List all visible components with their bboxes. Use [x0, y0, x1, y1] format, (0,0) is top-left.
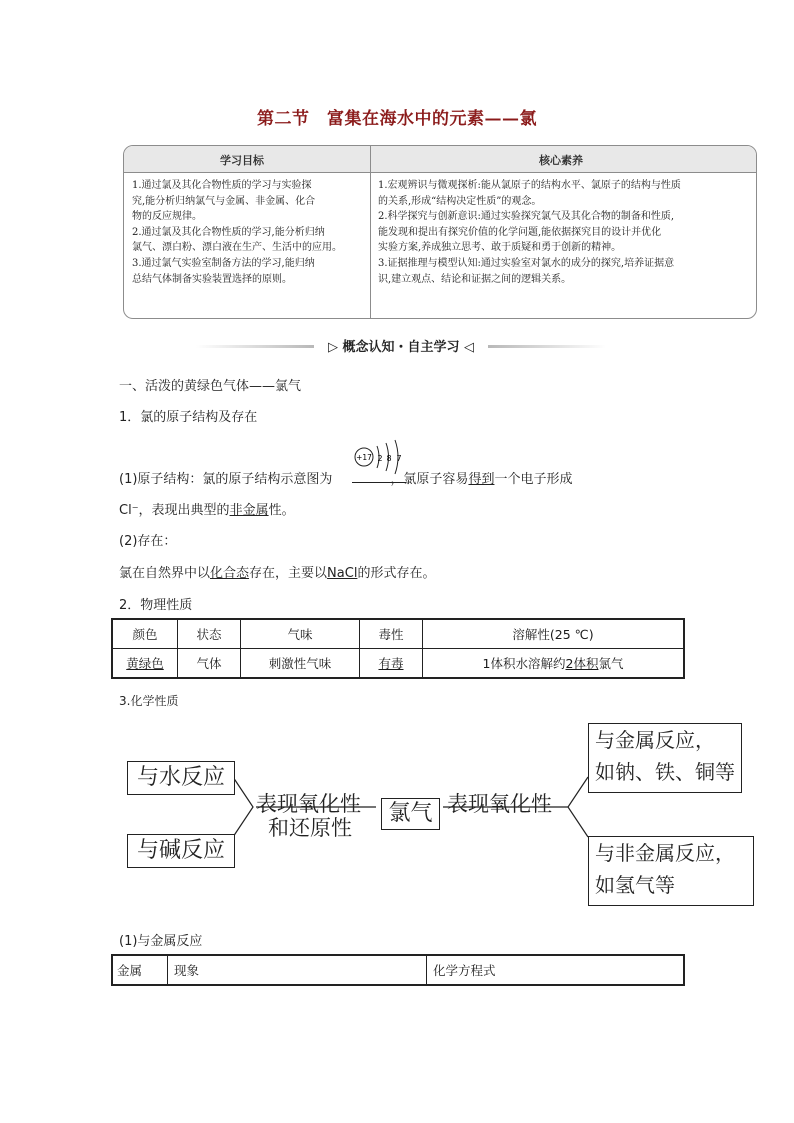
- cell-toxicity: 有毒: [360, 649, 423, 679]
- learning-goals-list: [132, 178, 366, 287]
- objectives-divider: [370, 146, 371, 318]
- table-header-row: [112, 955, 684, 985]
- header-toxicity: 毒性: [360, 619, 423, 649]
- goal-line: 氯气、漂白粉、漂白液在生产、生活中的应用。: [132, 242, 342, 254]
- answer-combined-state: 化合态: [210, 566, 250, 581]
- nonmetal-reaction-box: 与非金属反应， 如氢气等: [588, 836, 754, 906]
- cell-smell: 刺激性气味: [241, 649, 360, 679]
- header-equation: 化学方程式: [427, 955, 685, 985]
- oxidizing-reducing-label-top: 表现氧化性: [256, 792, 361, 816]
- cell-state: 气体: [178, 649, 241, 679]
- banner-text: ▷ 概念认知・自主学习 ◁: [327, 340, 475, 355]
- base-reaction-box: 与碱反应: [127, 834, 235, 868]
- subheading-metal-reaction: (1)与金属反应: [119, 934, 203, 949]
- cell-solubility: 1体积水溶解约2体积氯气: [423, 649, 685, 679]
- answer-nonmetal: 非金属: [229, 503, 269, 518]
- goal-line: 总结气体制备实验装置选择的原则。: [132, 273, 292, 285]
- literacy-line: 能发现和提出有探究价值的化学问题,能依据探究目的设计并优化: [378, 226, 662, 238]
- subheading-physical: 2．物理性质: [119, 598, 193, 613]
- oxidizing-reducing-label-bottom: 和还原性: [268, 816, 352, 840]
- section-heading: 一、活泼的黄绿色气体——氯气: [119, 379, 302, 394]
- section-banner: [196, 336, 606, 356]
- answer-nacl: NaCl: [327, 566, 358, 581]
- page-title: 第二节 富集在海水中的元素——氯: [257, 109, 537, 129]
- left-bracket: [233, 777, 253, 837]
- core-literacy-header: 核心素养: [539, 154, 583, 167]
- cell-color: 黄绿色: [112, 649, 178, 679]
- nucleus-charge: +17: [356, 453, 372, 462]
- paragraph-nonmetal: Cl⁻，表现出典型的非金属性。: [119, 503, 295, 518]
- goal-line: 1.通过氯及其化合物性质的学习与实验探: [132, 180, 312, 191]
- goal-line: 物的反应规律。: [132, 211, 202, 223]
- literacy-line: 实验方案,养成独立思考、敢于质疑和勇于创新的精神。: [378, 242, 622, 254]
- header-metal: 金属: [112, 955, 168, 985]
- header-smell: 气味: [241, 619, 360, 649]
- chlorine-center-box: 氯气: [381, 798, 440, 830]
- subheading-chemical: 3.化学性质: [119, 694, 179, 708]
- goal-line: 3.通过氯气实验室制备方法的学习,能归纳: [132, 257, 315, 269]
- shell-electrons-1: 2: [377, 454, 383, 463]
- learning-goals-header: 学习目标: [220, 154, 264, 167]
- header-phenomenon: 现象: [168, 955, 427, 985]
- header-state: 状态: [178, 619, 241, 649]
- subheading-structure: 1．氯的原子结构及存在: [119, 410, 258, 425]
- objectives-box: [123, 145, 757, 319]
- header-solubility: 溶解性(25 ℃): [423, 619, 685, 649]
- metal-reaction-table: [111, 954, 685, 986]
- shell-electrons-2: 8: [386, 454, 392, 463]
- objectives-header: [124, 146, 756, 173]
- table-row: [112, 649, 684, 679]
- answer-gain: 得到: [468, 472, 495, 487]
- core-literacy-list: [378, 178, 752, 287]
- shell-electrons-3: 7: [396, 454, 402, 463]
- goal-line: 究,能分析归纳氯气与金属、非金属、化合: [132, 195, 316, 207]
- table-header-row: [112, 619, 684, 649]
- literacy-line: 2.科学探究与创新意识:通过实验探究氯气及其化合物的制备和性质,: [378, 211, 675, 223]
- existence-label: (2)存在：: [119, 534, 177, 549]
- literacy-line: 1.宏观辨识与微观探析:能从氯原子的结构水平、氯原子的结构与性质: [378, 180, 681, 191]
- paragraph-existence: 氯在自然界中以化合态存在，主要以NaCl的形式存在。: [119, 566, 436, 581]
- goal-line: 2.通过氯及其化合物性质的学习,能分析归纳: [132, 226, 325, 238]
- literacy-line: 的关系,形成“结构决定性质”的观念。: [378, 195, 542, 207]
- literacy-line: 3.证据推理与模型认知:通过实验室对氯水的成分的探究,培养证据意: [378, 257, 675, 269]
- physical-properties-table: [111, 618, 685, 679]
- header-color: 颜色: [112, 619, 178, 649]
- oxidizing-label-right: 表现氧化性: [447, 792, 552, 816]
- paragraph-structure: (1)原子结构：氯的原子结构示意图为 ，氯原子容易得到一个电子形成: [119, 472, 573, 487]
- right-bracket: [568, 777, 588, 837]
- metal-reaction-box: 与金属反应， 如钠、铁、铜等: [588, 723, 742, 793]
- literacy-line: 识,建立观点、结论和证据之间的逻辑关系。: [378, 273, 572, 285]
- water-reaction-box: 与水反应: [127, 761, 235, 795]
